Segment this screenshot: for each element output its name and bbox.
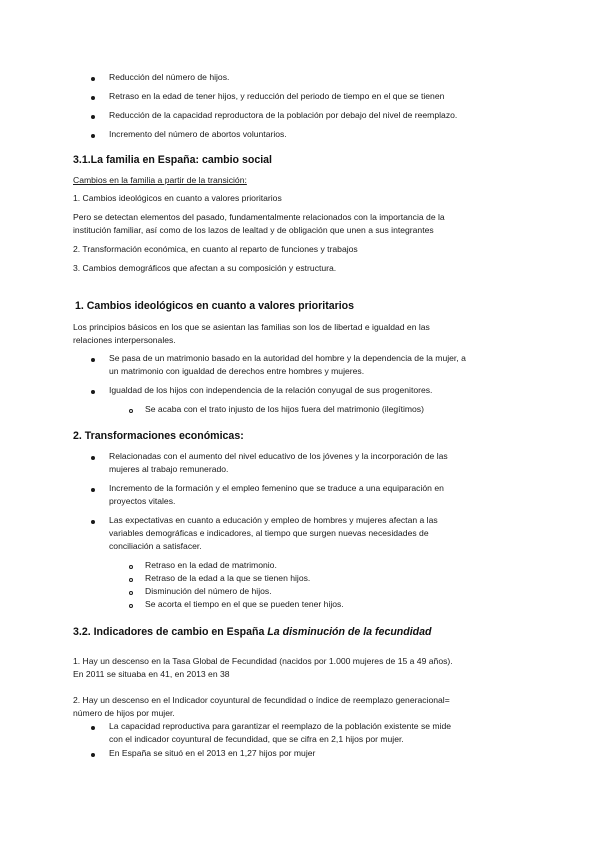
bullet-icon bbox=[91, 358, 95, 362]
heading-italic-text: La disminución de la fecundidad bbox=[267, 626, 432, 638]
list-item-continuation: con el indicador coyuntural de fecundidad, que se cifra en 2,1 hijos por mujer. bbox=[109, 734, 404, 744]
list-item-continuation: mujeres al trabajo remunerado. bbox=[109, 464, 229, 474]
paragraph-line: Los principios básicos en los que se asientan las familias son los de libertad e igualdad en las bbox=[73, 322, 430, 332]
bullet-icon bbox=[91, 456, 95, 460]
bullet-icon bbox=[91, 753, 95, 757]
sub-list-item: Se acaba con el trato injusto de los hijos fuera del matrimonio (ilegítimos) bbox=[145, 404, 424, 414]
section-heading-2: 2. Transformaciones económicas: bbox=[73, 430, 244, 442]
bullet-icon bbox=[91, 520, 95, 524]
list-item: Reducción del número de hijos. bbox=[109, 72, 230, 82]
list-item-continuation: proyectos vitales. bbox=[109, 496, 176, 506]
list-item-continuation: conciliación a satisfacer. bbox=[109, 541, 202, 551]
circle-bullet-icon bbox=[129, 578, 133, 582]
list-item: En España se situó en el 2013 en 1,27 hijos por mujer bbox=[109, 748, 316, 758]
section-heading-1: 1. Cambios ideológicos en cuanto a valores prioritarios bbox=[75, 300, 355, 312]
paragraph-line: En 2011 se situaba en 41, en 2013 en 38 bbox=[73, 669, 230, 679]
list-item: Incremento de la formación y el empleo femenino que se traduce a una equiparación en bbox=[109, 483, 444, 493]
list-item: Retraso en la edad de tener hijos, y reducción del periodo de tiempo en el que se tienen bbox=[109, 91, 445, 101]
bullet-icon bbox=[91, 726, 95, 730]
paragraph-line: Pero se detectan elementos del pasado, fundamentalmente relacionados con la importancia de la bbox=[73, 212, 445, 222]
numbered-item: 2. Transformación económica, en cuanto al reparto de funciones y trabajos bbox=[73, 244, 358, 254]
paragraph-line: institución familiar, así como de los lazos de lealtad y de obligación que unen a sus integrantes bbox=[73, 225, 434, 235]
sub-list-item: Se acorta el tiempo en el que se pueden tener hijos. bbox=[145, 599, 344, 609]
paragraph-line: relaciones interpersonales. bbox=[73, 335, 176, 345]
list-item: La capacidad reproductiva para garantizar el reemplazo de la población existente se mide bbox=[109, 721, 452, 731]
numbered-item: 1. Cambios ideológicos en cuanto a valores prioritarios bbox=[73, 193, 282, 203]
section-heading-3-1: 3.1.La familia en España: cambio social bbox=[73, 154, 273, 166]
paragraph-line: 2. Hay un descenso en el Indicador coyuntural de fecundidad o índice de reemplazo generacional= bbox=[73, 695, 450, 705]
sub-list-item: Retraso de la edad a la que se tienen hijos. bbox=[145, 573, 311, 583]
section-subheading: Cambios en la familia a partir de la transición: bbox=[73, 175, 247, 185]
bullet-icon bbox=[91, 96, 95, 100]
list-item: Las expectativas en cuanto a educación y empleo de hombres y mujeres afectan a las bbox=[109, 515, 438, 525]
bullet-icon bbox=[91, 77, 95, 81]
list-item: Igualdad de los hijos con independencia de la relación conyugal de sus progenitores. bbox=[109, 385, 433, 395]
list-item-continuation: un matrimonio con igualdad de derechos entre hombres y mujeres. bbox=[109, 366, 365, 376]
bullet-icon bbox=[91, 115, 95, 119]
section-heading-3-2 bbox=[73, 626, 432, 639]
circle-bullet-icon bbox=[129, 604, 133, 608]
paragraph-line: número de hijos por mujer. bbox=[73, 708, 175, 718]
sub-list-item: Retraso en la edad de matrimonio. bbox=[145, 560, 277, 570]
list-item: Reducción de la capacidad reproductora de la población por debajo del nivel de reemplazo. bbox=[109, 110, 458, 120]
list-item: Relacionadas con el aumento del nivel educativo de los jóvenes y la incorporación de las bbox=[109, 451, 448, 461]
circle-bullet-icon bbox=[129, 409, 133, 413]
bullet-icon bbox=[91, 488, 95, 492]
numbered-item: 3. Cambios demográficos que afectan a su composición y estructura. bbox=[73, 263, 337, 273]
heading-plain-text: 3.2. Indicadores de cambio en España bbox=[73, 626, 268, 638]
circle-bullet-icon bbox=[129, 591, 133, 595]
bullet-icon bbox=[91, 390, 95, 394]
list-item-continuation: variables demográficas e indicadores, al tiempo que surgen nuevas necesidades de bbox=[109, 528, 429, 538]
bullet-icon bbox=[91, 134, 95, 138]
circle-bullet-icon bbox=[129, 565, 133, 569]
list-item: Incremento del número de abortos voluntarios. bbox=[109, 129, 287, 139]
paragraph-line: 1. Hay un descenso en la Tasa Global de Fecundidad (nacidos por 1.000 mujeres de 15 a 49 años). bbox=[73, 656, 453, 666]
list-item: Se pasa de un matrimonio basado en la autoridad del hombre y la dependencia de la mujer, a bbox=[109, 353, 466, 363]
sub-list-item: Disminución del número de hijos. bbox=[145, 586, 272, 596]
